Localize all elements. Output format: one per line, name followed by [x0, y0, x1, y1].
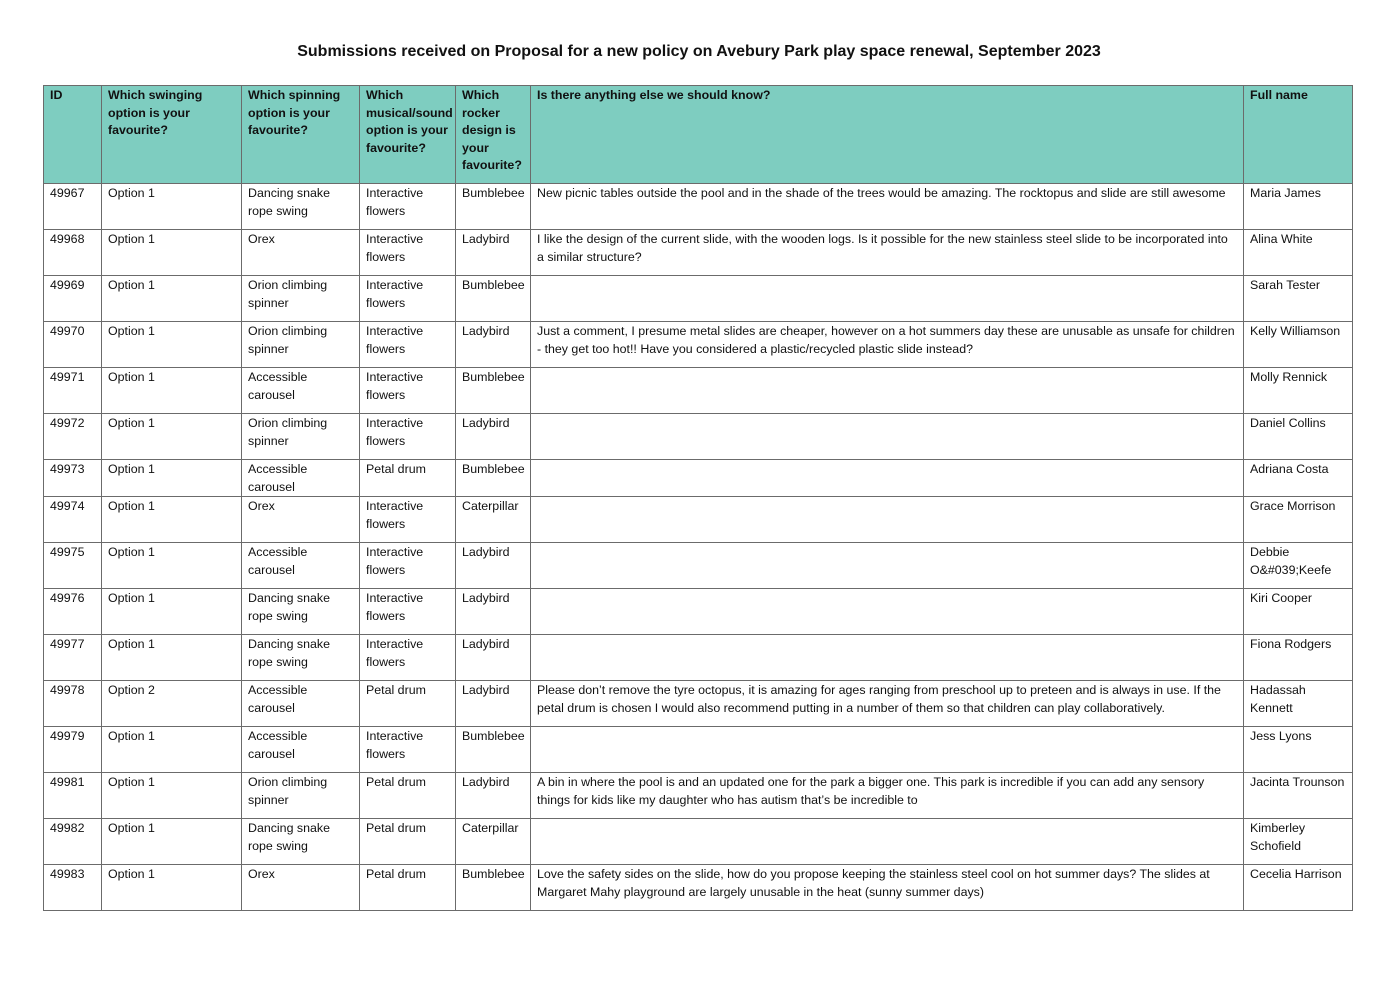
- cell-id: 49975: [44, 543, 102, 589]
- cell-music: Interactive flowers: [360, 635, 456, 681]
- cell-comment: Just a comment, I presume metal slides are cheaper, however on a hot summers day these are unusable as unsafe for children - they get too hot!! Have you considered a plastic/recycled plastic slide instead?: [531, 322, 1244, 368]
- cell-swing: Option 1: [102, 276, 242, 322]
- cell-name: Maria James: [1244, 184, 1353, 230]
- cell-id: 49979: [44, 727, 102, 773]
- cell-spin: Orex: [242, 497, 360, 543]
- cell-comment: Love the safety sides on the slide, how do you propose keeping the stainless steel cool on hot summer days? The slides at Margaret Mahy playground are largely unusable in the heat (sunny summer days): [531, 865, 1244, 911]
- table-row: [44, 865, 1353, 911]
- table-row: [44, 184, 1353, 230]
- cell-id: 49981: [44, 773, 102, 819]
- cell-name: Grace Morrison: [1244, 497, 1353, 543]
- table-row: [44, 460, 1353, 497]
- cell-music: Petal drum: [360, 819, 456, 865]
- cell-rocker: Ladybird: [456, 230, 531, 276]
- cell-rocker: Bumblebee: [456, 865, 531, 911]
- cell-comment: A bin in where the pool is and an updated one for the park a bigger one. This park is incredible if you can add any sensory things for kids like my daughter who has autism that’s be incredible to: [531, 773, 1244, 819]
- cell-name: Debbie O&#039;Keefe: [1244, 543, 1353, 589]
- cell-comment: [531, 635, 1244, 681]
- cell-rocker: Ladybird: [456, 773, 531, 819]
- cell-swing: Option 1: [102, 184, 242, 230]
- cell-rocker: Ladybird: [456, 589, 531, 635]
- cell-music: Interactive flowers: [360, 589, 456, 635]
- cell-name: Jacinta Trounson: [1244, 773, 1353, 819]
- cell-comment: [531, 368, 1244, 414]
- cell-swing: Option 1: [102, 368, 242, 414]
- cell-swing: Option 1: [102, 819, 242, 865]
- cell-music: Petal drum: [360, 773, 456, 819]
- cell-spin: Orion climbing spinner: [242, 322, 360, 368]
- cell-id: 49973: [44, 460, 102, 497]
- cell-swing: Option 1: [102, 460, 242, 497]
- cell-rocker: Ladybird: [456, 322, 531, 368]
- cell-id: 49978: [44, 681, 102, 727]
- cell-spin: Accessible carousel: [242, 460, 360, 497]
- cell-swing: Option 1: [102, 865, 242, 911]
- cell-swing: Option 1: [102, 322, 242, 368]
- cell-music: Interactive flowers: [360, 368, 456, 414]
- cell-id: 49974: [44, 497, 102, 543]
- cell-rocker: Bumblebee: [456, 184, 531, 230]
- cell-comment: [531, 497, 1244, 543]
- table-row: [44, 589, 1353, 635]
- cell-rocker: Caterpillar: [456, 819, 531, 865]
- cell-name: Molly Rennick: [1244, 368, 1353, 414]
- cell-id: 49969: [44, 276, 102, 322]
- table-row: [44, 681, 1353, 727]
- cell-spin: Orion climbing spinner: [242, 414, 360, 460]
- cell-spin: Accessible carousel: [242, 727, 360, 773]
- cell-comment: [531, 727, 1244, 773]
- table-row: [44, 543, 1353, 589]
- cell-music: Petal drum: [360, 681, 456, 727]
- cell-music: Petal drum: [360, 865, 456, 911]
- cell-spin: Orion climbing spinner: [242, 773, 360, 819]
- header-name: Full name: [1244, 86, 1353, 184]
- cell-music: Interactive flowers: [360, 414, 456, 460]
- cell-swing: Option 1: [102, 727, 242, 773]
- cell-rocker: Bumblebee: [456, 460, 531, 497]
- cell-name: Fiona Rodgers: [1244, 635, 1353, 681]
- cell-name: Kiri Cooper: [1244, 589, 1353, 635]
- cell-music: Interactive flowers: [360, 230, 456, 276]
- cell-name: Kimberley Schofield: [1244, 819, 1353, 865]
- cell-name: Adriana Costa: [1244, 460, 1353, 497]
- cell-id: 49983: [44, 865, 102, 911]
- cell-music: Interactive flowers: [360, 497, 456, 543]
- cell-swing: Option 1: [102, 230, 242, 276]
- cell-spin: Orion climbing spinner: [242, 276, 360, 322]
- cell-rocker: Bumblebee: [456, 276, 531, 322]
- cell-swing: Option 2: [102, 681, 242, 727]
- page-title: Submissions received on Proposal for a new policy on Avebury Park play space renewal, September 2023: [297, 43, 1101, 60]
- table-row: [44, 497, 1353, 543]
- header-id: ID: [44, 86, 102, 184]
- cell-spin: Accessible carousel: [242, 543, 360, 589]
- cell-name: Hadassah Kennett: [1244, 681, 1353, 727]
- cell-spin: Dancing snake rope swing: [242, 819, 360, 865]
- cell-swing: Option 1: [102, 497, 242, 543]
- cell-music: Petal drum: [360, 460, 456, 497]
- cell-spin: Accessible carousel: [242, 681, 360, 727]
- cell-id: 49971: [44, 368, 102, 414]
- cell-id: 49967: [44, 184, 102, 230]
- cell-comment: [531, 819, 1244, 865]
- cell-swing: Option 1: [102, 543, 242, 589]
- cell-id: 49970: [44, 322, 102, 368]
- cell-id: 49972: [44, 414, 102, 460]
- cell-rocker: Ladybird: [456, 681, 531, 727]
- header-rocker: Which rocker design is your favourite?: [456, 86, 531, 184]
- cell-spin: Dancing snake rope swing: [242, 635, 360, 681]
- cell-id: 49982: [44, 819, 102, 865]
- header-comment: Is there anything else we should know?: [531, 86, 1244, 184]
- cell-comment: Please don’t remove the tyre octopus, it is amazing for ages ranging from preschool up to preteen and is always in use. If the petal drum is chosen I would also recommend putting in a number of them so that children can play collaboratively.: [531, 681, 1244, 727]
- header-spin: Which spinning option is your favourite?: [242, 86, 360, 184]
- cell-comment: [531, 460, 1244, 497]
- cell-rocker: Ladybird: [456, 414, 531, 460]
- cell-comment: New picnic tables outside the pool and in the shade of the trees would be amazing. The rocktopus and slide are still awesome: [531, 184, 1244, 230]
- table-row: [44, 368, 1353, 414]
- cell-comment: [531, 589, 1244, 635]
- cell-comment: [531, 276, 1244, 322]
- table-row: [44, 276, 1353, 322]
- cell-music: Interactive flowers: [360, 543, 456, 589]
- cell-spin: Dancing snake rope swing: [242, 589, 360, 635]
- cell-comment: [531, 414, 1244, 460]
- cell-rocker: Ladybird: [456, 635, 531, 681]
- cell-swing: Option 1: [102, 414, 242, 460]
- cell-comment: [531, 543, 1244, 589]
- table-row: [44, 773, 1353, 819]
- cell-music: Interactive flowers: [360, 727, 456, 773]
- table-row: [44, 414, 1353, 460]
- cell-name: Cecelia Harrison: [1244, 865, 1353, 911]
- submissions-table: [43, 85, 1353, 911]
- cell-comment: I like the design of the current slide, with the wooden logs. Is it possible for the new stainless steel slide to be incorporated into a similar structure?: [531, 230, 1244, 276]
- cell-spin: Orex: [242, 230, 360, 276]
- cell-name: Sarah Tester: [1244, 276, 1353, 322]
- table-row: [44, 635, 1353, 681]
- cell-id: 49968: [44, 230, 102, 276]
- cell-name: Jess Lyons: [1244, 727, 1353, 773]
- cell-id: 49976: [44, 589, 102, 635]
- cell-swing: Option 1: [102, 589, 242, 635]
- table-row: [44, 819, 1353, 865]
- cell-id: 49977: [44, 635, 102, 681]
- cell-rocker: Bumblebee: [456, 368, 531, 414]
- cell-spin: Dancing snake rope swing: [242, 184, 360, 230]
- cell-swing: Option 1: [102, 635, 242, 681]
- table-row: [44, 230, 1353, 276]
- table-row: [44, 727, 1353, 773]
- cell-rocker: Caterpillar: [456, 497, 531, 543]
- cell-name: Alina White: [1244, 230, 1353, 276]
- header-swing: Which swinging option is your favourite?: [102, 86, 242, 184]
- header-music: Which musical/sound option is your favourite?: [360, 86, 456, 184]
- cell-music: Interactive flowers: [360, 184, 456, 230]
- header-row: [44, 86, 1353, 184]
- table-row: [44, 322, 1353, 368]
- cell-swing: Option 1: [102, 773, 242, 819]
- cell-spin: Accessible carousel: [242, 368, 360, 414]
- cell-rocker: Bumblebee: [456, 727, 531, 773]
- cell-name: Kelly Williamson: [1244, 322, 1353, 368]
- cell-spin: Orex: [242, 865, 360, 911]
- cell-rocker: Ladybird: [456, 543, 531, 589]
- cell-music: Interactive flowers: [360, 276, 456, 322]
- cell-music: Interactive flowers: [360, 322, 456, 368]
- cell-name: Daniel Collins: [1244, 414, 1353, 460]
